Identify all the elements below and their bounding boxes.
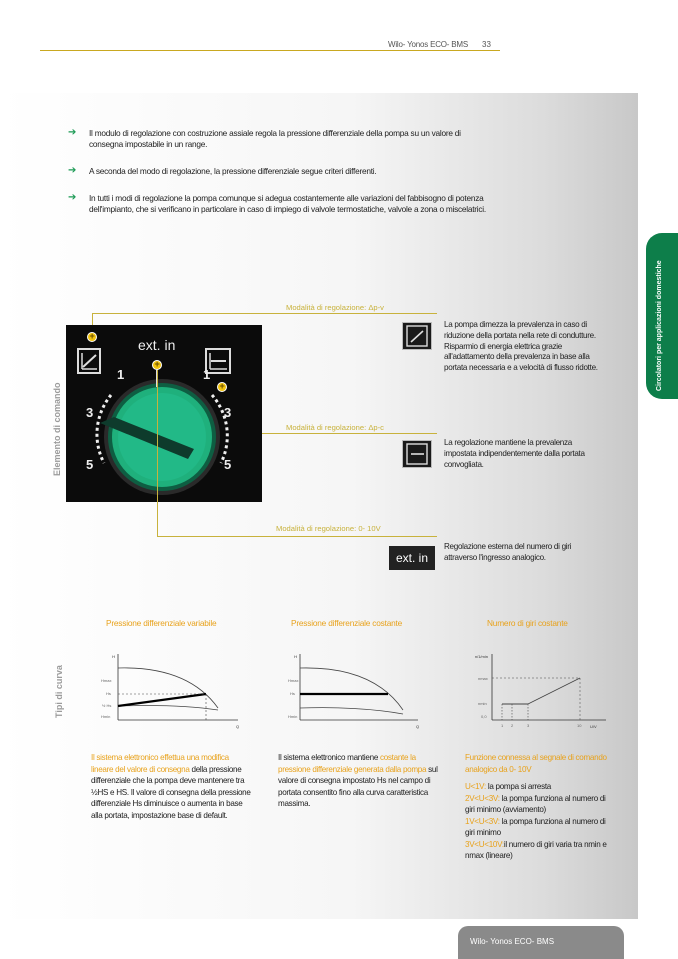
curve-text-body: della pressione differenziale che la pompa deve mantenere tra ½HS e HS. Il valore di consegna della pressione differenziale Hs diminuisce o aumenta in base alla portata, impostazione base di default. bbox=[91, 764, 251, 820]
curve-text-body: sul valore di consegna impostato Hs nel campo di portata consentito fino alla curva caratteristica massima. bbox=[278, 764, 438, 808]
rule-line: 2V<U<3V: la pompa funziona al numero di giri minimo (avviamento) bbox=[465, 793, 606, 814]
curve-title: Numero di giri costante bbox=[487, 618, 568, 628]
axis-label: H bbox=[112, 654, 115, 659]
dial-number: 5 bbox=[224, 457, 232, 472]
dial-number: 5 bbox=[86, 457, 94, 472]
bullet-text: Il modulo di regolazione con costruzione assiale regola la pressione differenziale della pompa su un valore di consegna impostabile in un range. bbox=[89, 128, 461, 150]
bullet-item bbox=[68, 193, 488, 216]
mode-label-0-10v: Modalità di regolazione: 0- 10V bbox=[276, 524, 381, 533]
footer-bar bbox=[458, 926, 624, 959]
bullet-item bbox=[68, 128, 488, 151]
dial-number: 1 bbox=[117, 367, 125, 382]
curve-text-speed bbox=[465, 752, 615, 862]
tipi-di-curva-label: Tipi di curva bbox=[54, 665, 64, 718]
marker-dot-ext bbox=[152, 360, 162, 370]
curve-text-highlight: costante la pressione differenziale generata dalla pompa bbox=[278, 753, 427, 774]
curve-chart-variable bbox=[98, 648, 246, 734]
mode-description-0-10v: Regolazione esterna del numero di giri attraverso l'ingresso analogico. bbox=[444, 542, 572, 562]
curve-text-constant bbox=[278, 752, 438, 810]
curve-text-body: Il sistema elettronico mantiene bbox=[278, 753, 380, 762]
dial-ext-label: ext. in bbox=[138, 337, 176, 353]
curve-title: Pressione differenziale costante bbox=[291, 618, 403, 628]
curve-text-intro: Funzione connessa al segnale di comando analogico da 0- 10V bbox=[465, 753, 607, 774]
marker-dot-dpc bbox=[217, 382, 227, 392]
variable-pressure-icon bbox=[78, 349, 100, 373]
tick-label: nmin bbox=[478, 701, 487, 706]
connector-line bbox=[157, 366, 158, 537]
header-title: Wilo- Yonos ECO- BMS bbox=[388, 40, 469, 49]
control-panel bbox=[66, 325, 262, 502]
rule-line: U<1V: la pompa si arresta bbox=[465, 782, 551, 791]
tick-label: 2 bbox=[511, 723, 514, 728]
mode-description-dpc: La regolazione mantiene la prevalenza impostata indipendentemente dalla portata convogliata. bbox=[444, 438, 585, 469]
bullet-item bbox=[68, 166, 488, 177]
side-tab-label: Circolatori per applicazioni domestiche bbox=[656, 260, 663, 391]
mode-label-dpv: Modalità di regolazione: Δp-v bbox=[286, 303, 384, 312]
axis-label: Q bbox=[236, 724, 240, 729]
connector-line bbox=[157, 536, 437, 537]
dial-number: 3 bbox=[224, 405, 232, 420]
dial-number: 1 bbox=[203, 367, 211, 382]
axis-label: Q bbox=[416, 724, 420, 729]
tick-label: 1 bbox=[501, 723, 504, 728]
dial-number: 3 bbox=[86, 405, 94, 420]
axis-label: U/V bbox=[590, 724, 597, 729]
tick-label: Hmax bbox=[101, 678, 112, 683]
marker-dot-dpv bbox=[87, 332, 97, 342]
bullet-text: In tutti i modi di regolazione la pompa comunque si adegua costantemente alle variazioni del fabbisogno di potenza dell'impianto, che si verificano in particolare in caso di impiego di valvole termostatiche, valvole a zona o miscelatrici. bbox=[89, 193, 486, 215]
page-number: 33 bbox=[482, 40, 491, 49]
tick-label: Hmin bbox=[101, 714, 111, 719]
tick-label: 3 bbox=[527, 723, 530, 728]
side-tab bbox=[646, 233, 678, 399]
curve-chart-constant bbox=[278, 648, 426, 734]
tick-label: ½ Hs bbox=[102, 703, 112, 708]
curve-text-variable bbox=[91, 752, 251, 821]
tick-label: Hs bbox=[106, 691, 111, 696]
rule-line: 1V<U<3V: la pompa funziona al numero di giri minimo bbox=[465, 816, 606, 837]
tick-label: Hs bbox=[290, 691, 295, 696]
tick-label: nmax bbox=[478, 676, 488, 681]
tick-label: Hmax bbox=[288, 678, 299, 683]
ext-in-icon: ext. in bbox=[389, 546, 435, 570]
variable-pressure-icon bbox=[402, 322, 432, 350]
mode-description-dpv: La pompa dimezza la prevalenza in caso di riduzione della portata nella rete di condutture. Risparmio di energia elettrica grazie all'adattamento della prevalenza in base alla portata necessaria e a velocità di flusso ridotte. bbox=[444, 320, 598, 373]
rule-line: 3V<U<10V:il numero di giri varia tra nmin e nmax (lineare) bbox=[465, 839, 607, 860]
arrow-right-icon: ➔ bbox=[68, 192, 77, 203]
tick-label: 0,0 bbox=[481, 714, 487, 719]
curve-text-highlight: Il sistema elettronico effettua una modifica lineare del valore di consegna bbox=[91, 753, 229, 774]
arrow-right-icon: ➔ bbox=[68, 165, 77, 176]
tick-label: 10 bbox=[577, 723, 582, 728]
constant-pressure-icon bbox=[402, 440, 432, 468]
tick-label: Hmin bbox=[288, 714, 298, 719]
curve-chart-speed bbox=[466, 648, 614, 734]
connector-line bbox=[92, 313, 437, 314]
footer-label: Wilo- Yonos ECO- BMS bbox=[470, 937, 555, 946]
elemento-di-comando-label: Elemento di comando bbox=[52, 382, 62, 476]
arrow-right-icon: ➔ bbox=[68, 127, 77, 138]
header-rule bbox=[40, 50, 500, 51]
axis-label: n/1/min bbox=[474, 654, 488, 659]
mode-label-dpc: Modalità di regolazione: Δp-c bbox=[286, 423, 384, 432]
curve-title: Pressione differenziale variabile bbox=[106, 618, 217, 628]
axis-label: H bbox=[294, 654, 297, 659]
bullet-text: A seconda del modo di regolazione, la pressione differenziale segue criteri differenti. bbox=[89, 166, 377, 176]
